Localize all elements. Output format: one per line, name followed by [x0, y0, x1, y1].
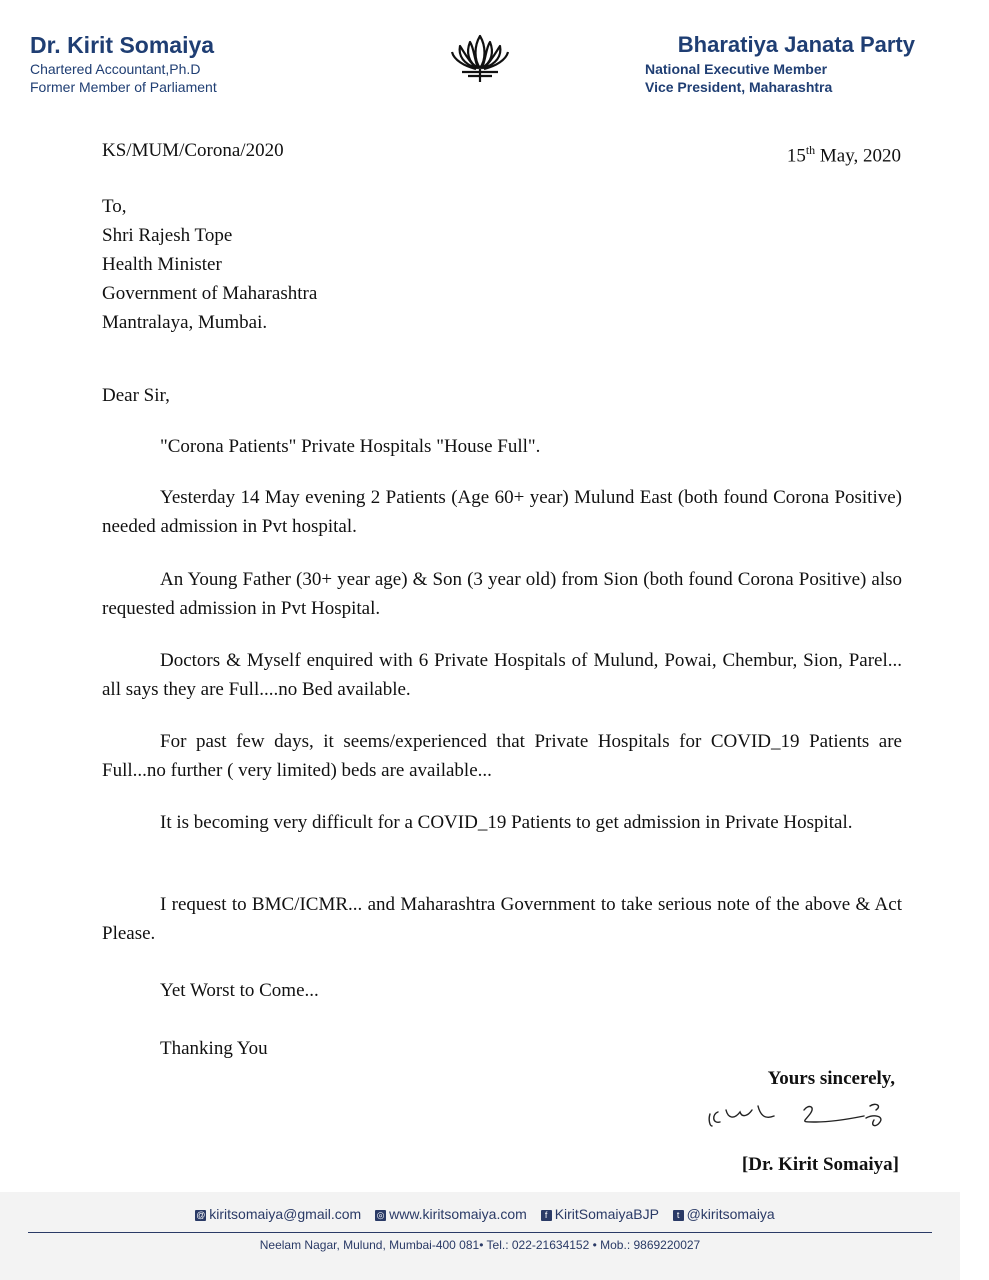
- letterhead-party-role-2: Vice President, Maharashtra: [645, 79, 833, 95]
- address-line-1: Shri Rajesh Tope: [102, 225, 233, 246]
- email-icon: @: [196, 1209, 206, 1220]
- lotus-icon: [448, 30, 512, 90]
- footer-website[interactable]: www.kiritsomaiya.com: [389, 1206, 527, 1222]
- letterhead-qualification: Chartered Accountant,Ph.D: [30, 61, 201, 77]
- paragraph-5: For past few days, it seems/experienced that Private Hospitals for COVID_19 Patients are Full...no further ( very limited) beds are available...: [102, 731, 902, 781]
- letterhead-party-role-1: National Executive Member: [645, 61, 828, 77]
- letterhead-former-role: Former Member of Parliament: [30, 79, 217, 95]
- date-day: 15: [786, 145, 806, 167]
- facebook-icon: f: [541, 1210, 552, 1221]
- twitter-icon: t: [673, 1210, 684, 1221]
- paragraph-3: An Young Father (30+ year age) & Son (3 year old) from Sion (both found Corona Positive) also requested admission in Pvt Hospital.: [102, 569, 902, 619]
- signature-image: [704, 1096, 904, 1136]
- footer-divider: [28, 1232, 932, 1233]
- signatory-name: [Dr. Kirit Somaiya]: [741, 1154, 899, 1175]
- valediction: Yours sincerely,: [767, 1068, 895, 1089]
- letter-date: [787, 136, 901, 170]
- address-to: To,: [102, 196, 127, 217]
- footer-address: Neelam Nagar, Mulund, Mumbai-400 081• Tel.: 022-21634152 • Mob.: 9869220027: [259, 1238, 701, 1252]
- letterhead-party: Bharatiya Janata Party: [677, 32, 915, 57]
- paragraph-9: Thanking You: [160, 1038, 268, 1059]
- paragraph-2: Yesterday 14 May evening 2 Patients (Age 60+ year) Mulund East (both found Corona Positive) needed admission in Pvt hospital.: [102, 487, 902, 537]
- footer-contacts: [0, 1206, 960, 1222]
- salutation: Dear Sir,: [102, 385, 170, 406]
- globe-icon: ◎: [376, 1209, 385, 1220]
- date-month-year: May, 2020: [815, 145, 901, 167]
- footer-facebook[interactable]: KiritSomaiyaBJP: [554, 1206, 659, 1222]
- address-line-3: Government of Maharashtra: [102, 283, 318, 304]
- reference-number: KS/MUM/Corona/2020: [102, 140, 284, 161]
- paragraph-8: Yet Worst to Come...: [160, 980, 319, 1001]
- footer-email[interactable]: kiritsomaiya@gmail.com: [209, 1206, 362, 1222]
- letterhead-name: Dr. Kirit Somaiya: [30, 32, 215, 58]
- address-line-2: Health Minister: [102, 254, 222, 275]
- date-suffix: th: [805, 143, 816, 157]
- paragraph-7: I request to BMC/ICMR... and Maharashtra Government to take serious note of the above & Act Please.: [102, 894, 902, 944]
- address-line-4: Mantralaya, Mumbai.: [102, 312, 268, 333]
- address-block: [102, 192, 317, 337]
- footer-twitter[interactable]: @kiritsomaiya: [686, 1206, 775, 1222]
- paragraph-4: Doctors & Myself enquired with 6 Private Hospitals of Mulund, Powai, Chembur, Sion, Parel... all says they are Full....no Bed available.: [102, 650, 902, 700]
- paragraph-6: It is becoming very difficult for a COVID_19 Patients to get admission in Private Hospital.: [160, 812, 853, 833]
- paragraph-1: "Corona Patients" Private Hospitals "House Full".: [160, 436, 541, 457]
